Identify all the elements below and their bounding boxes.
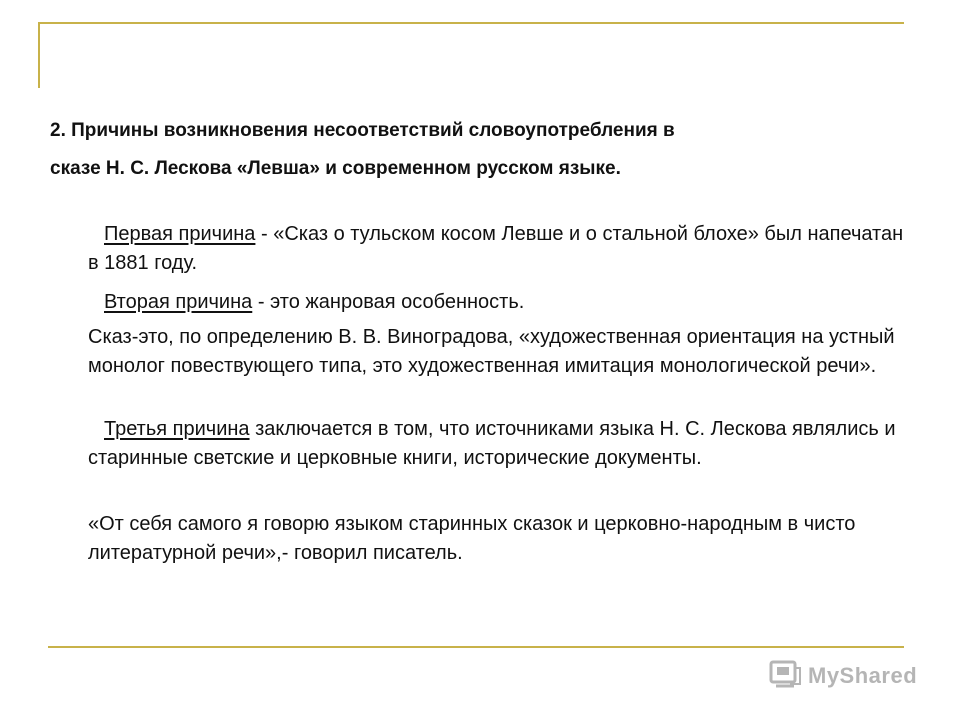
left-rule (38, 22, 40, 88)
third-reason-label: Третья причина (104, 418, 250, 440)
third-reason-text: заключается в том, что источниками языка Н. С. Лескова являлись и старинные светские и церковные книги, исторические документы. (88, 418, 896, 469)
heading-line-1: 2. Причины возникновения несоответствий словоупотребления в (50, 120, 675, 141)
paragraph-second-reason (88, 288, 908, 317)
first-reason-label: Первая причина (104, 223, 256, 245)
heading-line-2: сказе Н. С. Лескова «Левша» и современном русском языке. (50, 158, 621, 179)
logo-icon (768, 658, 802, 695)
slide-heading (50, 112, 910, 188)
paragraph-third-reason (88, 415, 908, 473)
paragraph-first-reason (88, 220, 908, 278)
watermark (768, 656, 917, 696)
bottom-rule (48, 646, 904, 648)
top-rule (38, 22, 904, 24)
quote-text: «От себя самого я говорю языком старинных сказок и церковно-народным в чисто литературной речи»,- говорил писатель. (88, 513, 856, 564)
second-reason-text: - это жанровая особенность. (252, 291, 525, 313)
paragraph-quote (88, 510, 908, 568)
first-reason-text: - «Сказ о тульском косом Левше и о стальной блохе» был напечатан в 1881 году. (88, 223, 904, 274)
second-reason-label: Вторая причина (104, 291, 253, 313)
skaz-definition-text: Сказ-это, по определению В. В. Виноградова, «художественная ориентация на устный монолог повествующего типа, это художественная имитация монологической речи». (88, 326, 895, 377)
paragraph-skaz-definition (88, 323, 908, 381)
watermark-text: MyShared (808, 663, 918, 688)
